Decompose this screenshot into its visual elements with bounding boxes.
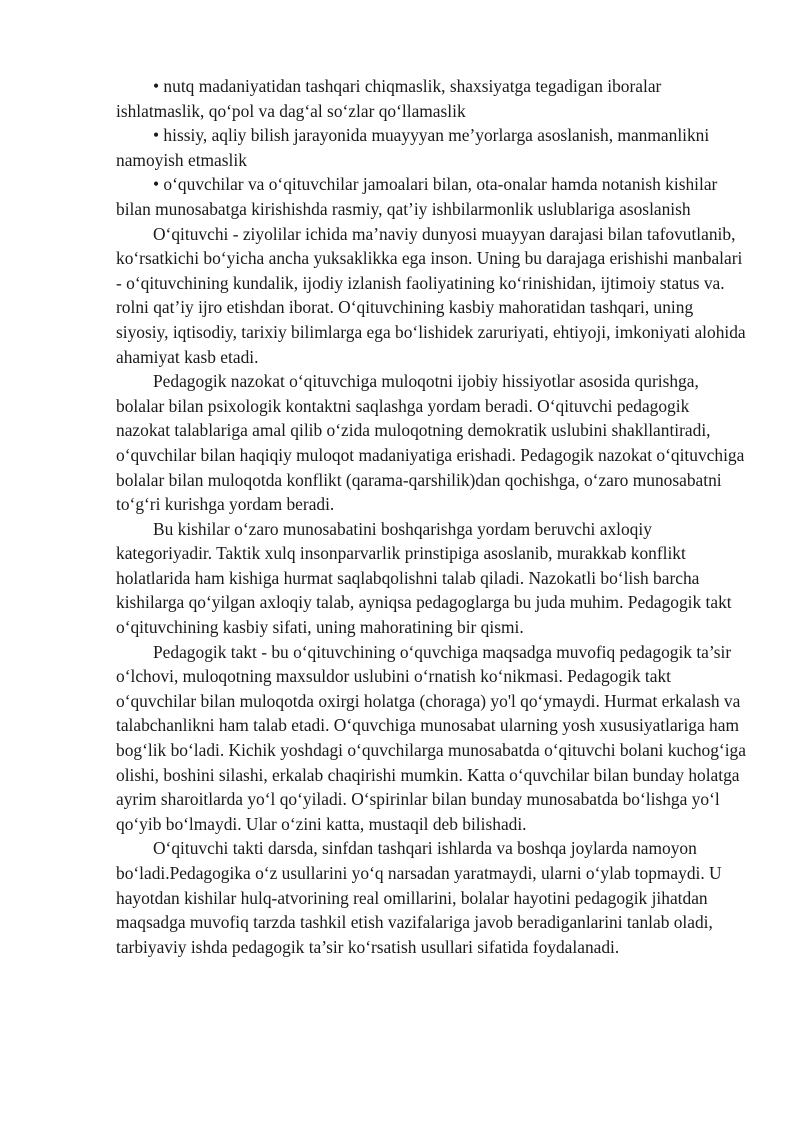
paragraph-pedagogical-tact-emotions: Pedagogik nazokat o‘qituvchiga muloqotni ijobiy hissiyotlar asosida qurishga, bolalar bilan psixologik kontaktni saqlashga yordam beradi. O‘qituvchi pedagogik nazokat talablariga amal qilib o‘zida muloqotning demokratik uslubini shakllantiradi, o‘quvchilar bilan haqiqiy muloqot madaniyatiga erishadi. Pedagogik nazokat o‘qituvchiga bolalar bilan muloqotda konflikt (qarama-qarshilik)dan qochishga, o‘zaro munosabatni to‘g‘ri kurishga yordam beradi. [116,371,745,515]
paragraph-pedagogical-tact-definition: Pedagogik takt - bu o‘qituvchining o‘quvchiga maqsadga muvofiq pedagogik ta’sir o‘lchovi, muloqotning maxsuldor uslubini o‘rnatish ko‘nikmasi. Pedagogik takt o‘quvchilar bilan muloqotda oxirgi holatga (choraga) yo'l qo‘ymaydi. Hurmat erkalash va talabchanlikni ham talab etadi. O‘quvchiga munosabat ularning yosh xususiyatlariga ham bog‘lik bo‘ladi. Kichik yoshdagi o‘quvchilarga munosabatda o‘qituvchi bolani kuchog‘iga olishi, boshini silashi, erkalab chaqirishi mumkin. Katta o‘quvchilar bilan bunday holatga ayrim sharoitlarda yo‘l qo‘yiladi. O‘spirinlar bilan bunday munosabatda bo‘lishga yo‘l qo‘yib bo‘lmaydi. Ular o‘zini katta, mustaqil deb bilishadi. [116,641,746,834]
paragraph-teacher-intellectual: O‘qituvchi - ziyolilar ichida ma’naviy dunyosi muayyan darajasi bilan tafovutlanib, ko‘rsatkichi bo‘yicha ancha yuksaklikka ega inson. Uning bu darajaga erishishi manbalari - o‘qituvchining kundalik, ijodiy izlanish faoliyatining ko‘rinishidan, ijtimoiy status va. rolni qat’iy ijro etishdan iborat. O‘qituvchining kasbiy mahoratidan tashqari, uning siyosiy, iqtisodiy, tarixiy bilimlarga ega bo‘lishidek zaruriyati, ehtiyoji, imkoniyati alohida ahamiyat kasb etadi. [116,223,746,367]
paragraph-moral-category: Bu kishilar o‘zaro munosabatini boshqarishga yordam beruvchi axloqiy kategoriyadir. Taktik xulq insonparvarlik prinstipiga asoslanib, murakkab konflikt holatlarida ham kishiga hurmat saqlabqolishni talab qiladi. Nazokatli bo‘lish barcha kishilarga qo‘yilgan axloqiy talab, ayniqsa pedagoglarga bu juda muhim. Pedagogik takt o‘qituvchining kasbiy sifati, uning mahoratining bir qismi. [116,518,732,638]
bullet-paragraph-business-style: • o‘quvchilar va o‘qituvchilar jamoalari bilan, ota-onalar hamda notanish kishilar bilan munosabatga kirishishda rasmiy, qat’iy ishbilarmonlik uslublariga asoslanish [116,174,718,219]
document-page [116,74,746,959]
bullet-paragraph-speech-culture: • nutq madaniyatidan tashqari chiqmaslik, shaxsiyatga tegadigan iboralar ishlatmaslik, qo‘pol va dag‘al so‘zlar qo‘llamaslik [116,76,662,121]
paragraph-teacher-tact-practice: O‘qituvchi takti darsda, sinfdan tashqari ishlarda va boshqa joylarda namoyon bo‘ladi.Pedagogika o‘z usullarini yo‘q narsadan yaratmaydi, ularni o‘ylab topmaydi. U hayotdan kishilar hulq-atvorining real omillarini, bolalar hayotini pedagogik jihatdan maqsadga muvofiq tarzda tashkil etish vazifalariga javob beradiganlarini tanlab oladi, tarbiyaviy ishda pedagogik ta’sir ko‘rsatish usullari sifatida foydalanadi. [116,838,722,957]
bullet-paragraph-cognitive-norms: • hissiy, aqliy bilish jarayonida muayyyan me’yorlarga asoslanish, manmanlikni namoyish etmaslik [116,125,710,170]
